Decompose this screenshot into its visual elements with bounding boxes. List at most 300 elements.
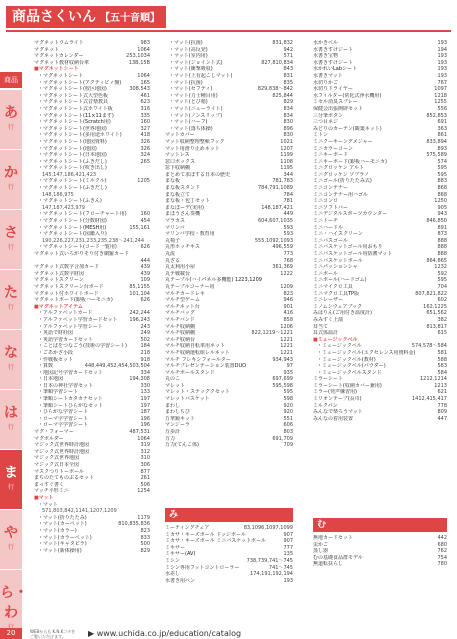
- entry-page: 135: [283, 551, 293, 558]
- index-entry: [313, 106, 447, 113]
- entry-name: ミニバスケットゴール用防護マット: [313, 251, 393, 257]
- index-entry: [165, 376, 293, 383]
- index-entry: [313, 277, 447, 284]
- index-entry: [165, 178, 293, 185]
- entry-name: マルチポールスタンド: [165, 369, 215, 376]
- entry-name: マジック式世界時計地図: [34, 442, 90, 449]
- entry-page: 174,191,192,194: [250, 571, 293, 578]
- index-entry: [313, 172, 447, 179]
- entry-name: 水フィルター(常化式浄水機用): [313, 92, 382, 99]
- index-entry: [165, 113, 293, 120]
- entry-page: 184: [140, 343, 150, 350]
- entry-name: マッチ平形ミニ: [34, 488, 69, 495]
- entry-name: ・マグネットシート(アクティビィ盤): [38, 79, 122, 86]
- entry-page: 1064: [137, 72, 150, 79]
- entry-name: マグネット式数字合加カード: [34, 264, 99, 271]
- entry-name: マグネット: [34, 46, 59, 53]
- entry-page: 83,1096,1097,1099: [243, 525, 293, 531]
- entry-name: まなぼーデ(実用): [165, 204, 204, 211]
- index-entry: [313, 60, 447, 67]
- kana-tab-char: ま: [4, 465, 18, 481]
- index-entry: [313, 258, 447, 265]
- entry-name: 万歩計: [165, 429, 181, 436]
- entry-name: ・マット(室内用): [169, 53, 208, 60]
- entry-name: 丸ざる: [165, 257, 181, 264]
- entry-name: 水書き用ペン: [165, 577, 196, 584]
- index-entry: [34, 324, 150, 331]
- entry-page: 606: [283, 422, 293, 429]
- index-entry: [165, 538, 293, 545]
- catalog-url-link[interactable]: ▶ www.uchida.co.jp/education/catalog: [88, 629, 242, 638]
- entry-page: 868: [437, 185, 447, 192]
- entry-page: 1195: [280, 165, 293, 172]
- entry-name: ・マット(とび箱): [169, 99, 208, 106]
- entry-name: ミルクパン: [313, 402, 338, 409]
- entry-name: ミニキーボード(銀板ハーモニカ): [313, 158, 387, 165]
- index-entry: [165, 152, 293, 159]
- index-entry: [34, 548, 150, 555]
- entry-name: ・マット(セフティ): [169, 86, 213, 93]
- kana-tab-char: さ: [4, 225, 18, 241]
- entry-page: 196: [140, 415, 150, 422]
- kana-tab-char: ら・わ: [0, 585, 28, 621]
- entry-name: マット収納整理整頓フック: [165, 138, 225, 145]
- entry-name: ・マグネットシート(校区地図): [38, 86, 107, 93]
- entry-name: 水かれいLabシート: [313, 66, 358, 73]
- entry-page: 194: [437, 46, 447, 53]
- entry-page: 1221: [280, 343, 293, 350]
- index-entry: [34, 304, 150, 311]
- index-entry: [165, 172, 293, 179]
- entry-page: 439: [140, 270, 150, 277]
- kana-tab-gyo: 行: [7, 244, 14, 251]
- index-entry: [313, 146, 447, 153]
- index-entry: [165, 350, 293, 357]
- entry-page: 448,449,452,454,503,504: [84, 363, 150, 370]
- entry-name: ・マグネットシート(ふきだし): [38, 185, 107, 192]
- entry-name: 丸テーブルコーナー用: [165, 283, 215, 290]
- index-entry: [34, 343, 150, 350]
- entry-page: 920: [283, 402, 293, 409]
- entry-name: みみずく上演: [313, 316, 344, 323]
- entry-page: 807,821,822: [415, 290, 447, 297]
- index-entry: [34, 113, 150, 120]
- index-entry: [34, 225, 150, 232]
- index-entry: [34, 495, 150, 502]
- entry-page: 942: [283, 46, 293, 53]
- index-entry: [34, 40, 150, 47]
- entry-page: 574,578〜584: [411, 343, 447, 350]
- kana-tab-0[interactable]: [0, 90, 22, 150]
- entry-name: ミニコンテナー用ハゴル: [313, 191, 369, 198]
- index-entry: [34, 86, 150, 93]
- index-entry: [34, 47, 150, 54]
- index-entry: [34, 172, 150, 179]
- index-entry: [165, 277, 293, 284]
- entry-name: ■マット: [34, 494, 54, 501]
- entry-name: まな板・包丁セット: [165, 198, 211, 205]
- entry-name: ミニバスケットゴール用おもり: [313, 244, 383, 251]
- entry-name: マルチ収納棚: [165, 330, 196, 337]
- entry-name: ・マット(新体操用): [38, 547, 82, 554]
- entry-page: 691,709: [272, 435, 293, 442]
- entry-name: マグネット式いろがりそり付き網羅カード: [34, 251, 129, 257]
- entry-page: 829,838〜842: [257, 86, 293, 93]
- entry-name: マジック式世界時計地図: [34, 448, 90, 455]
- entry-page: [148, 251, 150, 258]
- entry-name: ・マグネットシート(日本地図): [38, 152, 107, 159]
- entry-name: マット用滑り止めネット: [165, 145, 220, 152]
- entry-name: ・マット(落ち体操): [169, 125, 213, 132]
- index-entry: [313, 119, 447, 126]
- entry-name: マグネットボード(銀板ハーモニカ): [34, 297, 113, 304]
- entry-page: 983: [140, 40, 150, 46]
- entry-page: 162,1225: [423, 303, 447, 310]
- section-mu-list: [313, 535, 447, 568]
- entry-page: 833,894: [426, 138, 447, 145]
- kana-tab-gyo: 行: [7, 304, 14, 311]
- index-entry: [313, 159, 447, 166]
- entry-page: [148, 231, 150, 238]
- entry-page: 319: [140, 442, 150, 449]
- index-entry: [313, 198, 447, 205]
- kana-tab-char: あ: [4, 105, 18, 121]
- entry-name: ・マット(高反発): [169, 46, 208, 53]
- entry-name: マレット・ステッククセット: [165, 389, 230, 396]
- entry-name: ・ミュージックベル(エクセレンス用資料金): [317, 349, 416, 356]
- entry-name: 丸太利用小屋: [165, 264, 196, 271]
- entry-name: ・マグネットシート式音楽教具: [38, 99, 108, 106]
- entry-page: 442: [437, 535, 447, 541]
- entry-name: ・日本の神社学習セット: [38, 382, 94, 389]
- entry-page: 803: [283, 429, 293, 436]
- entry-page: 829: [283, 99, 293, 106]
- entry-name: ・筆順シートカタカナセット: [38, 396, 103, 403]
- index-entry: [165, 53, 293, 60]
- index-entry: [165, 198, 293, 205]
- index-entry: [165, 578, 293, 585]
- kana-tab-gyo: 行: [7, 424, 14, 431]
- index-entry: [313, 231, 447, 238]
- entry-name: ・マグネットシート(Scratch用): [38, 119, 111, 126]
- page-header: [0, 0, 457, 34]
- index-entry: [34, 363, 150, 370]
- entry-page: [148, 495, 150, 502]
- index-entry: [34, 258, 150, 265]
- entry-page: 1064: [137, 46, 150, 53]
- entry-page: 193: [283, 577, 293, 584]
- index-entry: [34, 317, 150, 324]
- kana-tab-3[interactable]: [0, 270, 22, 330]
- entry-page: 581: [437, 349, 447, 356]
- entry-name: ・アルファベットカード: [38, 310, 93, 317]
- index-entry: [165, 565, 293, 572]
- index-entry: [165, 165, 293, 172]
- entry-page: 265: [140, 158, 150, 165]
- entry-page: 197: [140, 402, 150, 409]
- entry-name: 190,226,227,231,233,235,238〜241,244: [42, 237, 145, 244]
- entry-page: 363: [437, 125, 447, 132]
- index-entry: [34, 152, 150, 159]
- index-entry: [313, 409, 447, 416]
- entry-name: マグネット付ホワイトボード: [34, 290, 99, 297]
- entry-page: 196: [140, 422, 150, 429]
- index-entry: [34, 350, 150, 357]
- entry-page: 621: [437, 389, 447, 396]
- entry-page: [445, 337, 447, 344]
- index-entry: [34, 73, 150, 80]
- entry-name: 水かきベル: [313, 40, 339, 46]
- entry-name: ミニキーボード: [313, 152, 349, 159]
- entry-name: ・マグネットシート(フローチャート用): [38, 211, 127, 218]
- entry-name: ・ミュージックベル(パウダー): [317, 363, 386, 370]
- entry-page: 588: [437, 356, 447, 363]
- entry-page: 595: [283, 389, 293, 396]
- entry-name: マスクつりトーボール: [34, 468, 84, 475]
- entry-page: 781: [283, 198, 293, 205]
- index-entry: [34, 93, 150, 100]
- kana-tab-8[interactable]: [0, 570, 28, 630]
- entry-page: 595,598: [272, 382, 293, 389]
- entry-page: 187: [140, 409, 150, 416]
- entry-name: ・マット(上有起こしマット): [169, 72, 233, 79]
- footer-note: [30, 629, 90, 639]
- entry-name: ・マット(ジョイント式): [169, 59, 223, 66]
- entry-page: 551: [283, 415, 293, 422]
- page-title: [6, 6, 166, 28]
- index-entry: [165, 416, 293, 423]
- entry-page: 1254: [137, 488, 150, 495]
- index-entry: [165, 211, 293, 218]
- index-entry: [34, 383, 150, 390]
- index-entry: [34, 53, 150, 60]
- index-entry: [34, 436, 150, 443]
- index-entry: [165, 238, 293, 245]
- entry-name: ミリオンテープ(長巾): [313, 396, 362, 403]
- index-entry: [165, 525, 293, 532]
- entry-name: ・ことばをつなごう(技術の学習シート): [38, 343, 127, 350]
- entry-page: 253,1034: [126, 53, 150, 60]
- index-entry: [165, 396, 293, 403]
- index-entry: [165, 551, 293, 558]
- entry-name: 水差し: [165, 571, 181, 578]
- section-heading-mu: む: [313, 518, 447, 532]
- index-entry: [34, 535, 150, 542]
- entry-page: 1207: [280, 145, 293, 152]
- entry-page: [148, 502, 150, 509]
- entry-name: マットレス: [165, 152, 190, 159]
- entry-name: ミトン: [313, 132, 329, 139]
- index-entry: [165, 297, 293, 304]
- entry-page: [148, 238, 150, 245]
- entry-name: マンジーラ: [165, 422, 190, 429]
- entry-page: 382: [437, 316, 447, 323]
- entry-name: ・地図記号学習カードセット: [38, 369, 103, 376]
- kana-tab-char: は: [4, 405, 18, 421]
- entry-page: 623: [140, 99, 150, 106]
- index-entry: [165, 205, 293, 212]
- entry-page: 193: [437, 66, 447, 73]
- entry-page: 249: [140, 330, 150, 337]
- index-entry: [165, 231, 293, 238]
- index-entry: [165, 119, 293, 126]
- index-entry: [313, 555, 447, 562]
- entry-name: ・マグネットシート(世界地図): [38, 125, 107, 132]
- entry-page: 888: [437, 244, 447, 251]
- index-entry: [165, 317, 293, 324]
- index-entry: [313, 225, 447, 232]
- kana-tab-7[interactable]: [0, 510, 22, 570]
- index-entry: [165, 343, 293, 350]
- index-entry: [313, 126, 447, 133]
- entry-page: [148, 165, 150, 172]
- entry-name: まな板スタンド: [165, 185, 201, 192]
- entry-name: ・マット: [38, 501, 58, 508]
- entry-page: 1218: [434, 92, 447, 99]
- entry-page: [291, 277, 293, 284]
- entry-name: 丸流: [165, 251, 176, 257]
- entry-name: 丸形ホッチキス: [165, 244, 200, 251]
- entry-page: 1221: [280, 349, 293, 356]
- index-entry: [34, 66, 150, 73]
- index-entry: [165, 132, 293, 139]
- index-entry: [313, 86, 447, 93]
- entry-page: 193: [437, 40, 447, 46]
- entry-page: 496,559: [272, 244, 293, 251]
- index-entry: [165, 383, 293, 390]
- index-entry: [34, 330, 150, 337]
- entry-page: 810,835,836: [118, 521, 150, 528]
- entry-page: 439: [140, 264, 150, 271]
- index-entry: [313, 40, 447, 47]
- entry-page: 934,943: [272, 356, 293, 363]
- entry-page: 852,853: [426, 112, 447, 119]
- entry-name: マグネットスクリーン: [34, 277, 84, 284]
- entry-name: 水書きすけジート: [313, 59, 354, 66]
- kana-tab-6[interactable]: [0, 450, 22, 510]
- entry-page: 813,817: [426, 323, 447, 330]
- page-footer: [0, 628, 457, 639]
- entry-name: ・マット(衝撃吸収): [169, 66, 213, 73]
- index-entry: [313, 370, 447, 377]
- entry-page: 1179: [137, 514, 150, 521]
- index-entry: [165, 80, 293, 87]
- entry-name: ミニコンロ: [313, 198, 339, 205]
- entry-name: ミニソフトバー: [313, 204, 348, 211]
- entry-name: マルチ収納自転車用ネット: [165, 343, 226, 350]
- index-entry: [34, 218, 150, 225]
- entry-page: 762: [437, 548, 447, 555]
- entry-page: 1209: [280, 283, 293, 290]
- entry-page: 196,243: [129, 316, 150, 323]
- index-entry: [313, 244, 447, 251]
- kana-tab-1[interactable]: [0, 150, 22, 210]
- entry-page: [148, 508, 150, 515]
- entry-page: 593: [283, 224, 293, 231]
- entry-name: ミニクーキーングメジャー: [313, 138, 373, 145]
- index-entry: [34, 422, 150, 429]
- entry-page: 416: [283, 310, 293, 317]
- index-entry: [313, 350, 447, 357]
- entry-page: 615: [437, 330, 447, 337]
- index-entry: [34, 271, 150, 278]
- entry-page: 943: [437, 211, 447, 218]
- index-entry: [34, 297, 150, 304]
- entry-page: 809: [437, 409, 447, 416]
- entry-page: 555,1092,1093: [254, 237, 293, 244]
- entry-name: みどりのカーテン(観葉ネット): [313, 125, 382, 132]
- kana-tab-5[interactable]: [0, 390, 22, 450]
- entry-page: 741〜745: [268, 564, 293, 571]
- entry-name: ・マグネットシート(ミルクル): [38, 178, 107, 185]
- section-mi-list: [165, 525, 293, 584]
- entry-name: 窓下収納棚: [165, 165, 191, 172]
- entry-name: ・ごあかざ小段: [38, 349, 74, 356]
- index-entry: [34, 515, 150, 522]
- kana-tab-char: な: [4, 345, 18, 361]
- index-entry: [34, 357, 150, 364]
- entry-page: 784,791,1089: [258, 185, 293, 192]
- entry-page: 595: [437, 171, 447, 178]
- index-entry: [34, 264, 150, 271]
- kana-tab-4[interactable]: [0, 330, 22, 390]
- entry-page: 946: [283, 297, 293, 304]
- entry-page: 160: [140, 119, 150, 126]
- entry-page: 197: [140, 396, 150, 403]
- index-entry: [34, 291, 150, 298]
- entry-name: ミニグロッケン アルト: [313, 165, 365, 172]
- index-entry: [313, 205, 447, 212]
- entry-name: ミニデジタルスポーツカウンター: [313, 211, 388, 218]
- entry-name: 無道転扶らし: [313, 561, 344, 568]
- index-entry: [165, 389, 293, 396]
- index-entry: [34, 244, 150, 251]
- index-entry: [34, 119, 150, 126]
- entry-name: 保健会出張開辟セット: [313, 105, 364, 112]
- entry-page: 109: [140, 277, 150, 284]
- index-entry: [313, 337, 447, 344]
- entry-name: ・マット(抗菌): [169, 40, 203, 46]
- entry-page: 575,589: [426, 152, 447, 159]
- entry-page: 901: [283, 303, 293, 310]
- entry-page: 193: [437, 72, 447, 79]
- entry-name: ■マグネットアイテム: [34, 303, 83, 310]
- entry-name: マルチ フレキシフォールター: [165, 356, 231, 363]
- entry-page: 891: [437, 224, 447, 231]
- entry-name: みんなで楽ろうマット: [313, 409, 363, 416]
- entry-name: ・マグネットシート式大型色板: [38, 92, 108, 99]
- entry-page: 85,1155: [129, 283, 150, 290]
- entry-page: 218: [140, 349, 150, 356]
- index-entry: [34, 376, 150, 383]
- entry-page: 697,699: [272, 376, 293, 383]
- index-entry: [313, 310, 447, 317]
- entry-name: ミカサ・キーズボール ドッジボール: [165, 531, 246, 538]
- entry-name: マリンバ学校・教育用: [165, 231, 215, 238]
- entry-name: ミノムシウェアブック: [313, 303, 363, 310]
- entry-page: 830: [283, 119, 293, 126]
- entry-name: ・マグネットシート(吹き出し): [38, 165, 107, 172]
- entry-name: 耳式体温計: [313, 330, 339, 337]
- index-entry: [34, 159, 150, 166]
- entry-page: 133: [140, 389, 150, 396]
- index-entry: [165, 363, 293, 370]
- kana-tab-2[interactable]: [0, 210, 22, 270]
- index-entry: [313, 297, 447, 304]
- index-entry: [165, 73, 293, 80]
- index-entry: [34, 403, 150, 410]
- index-entry: [313, 343, 447, 350]
